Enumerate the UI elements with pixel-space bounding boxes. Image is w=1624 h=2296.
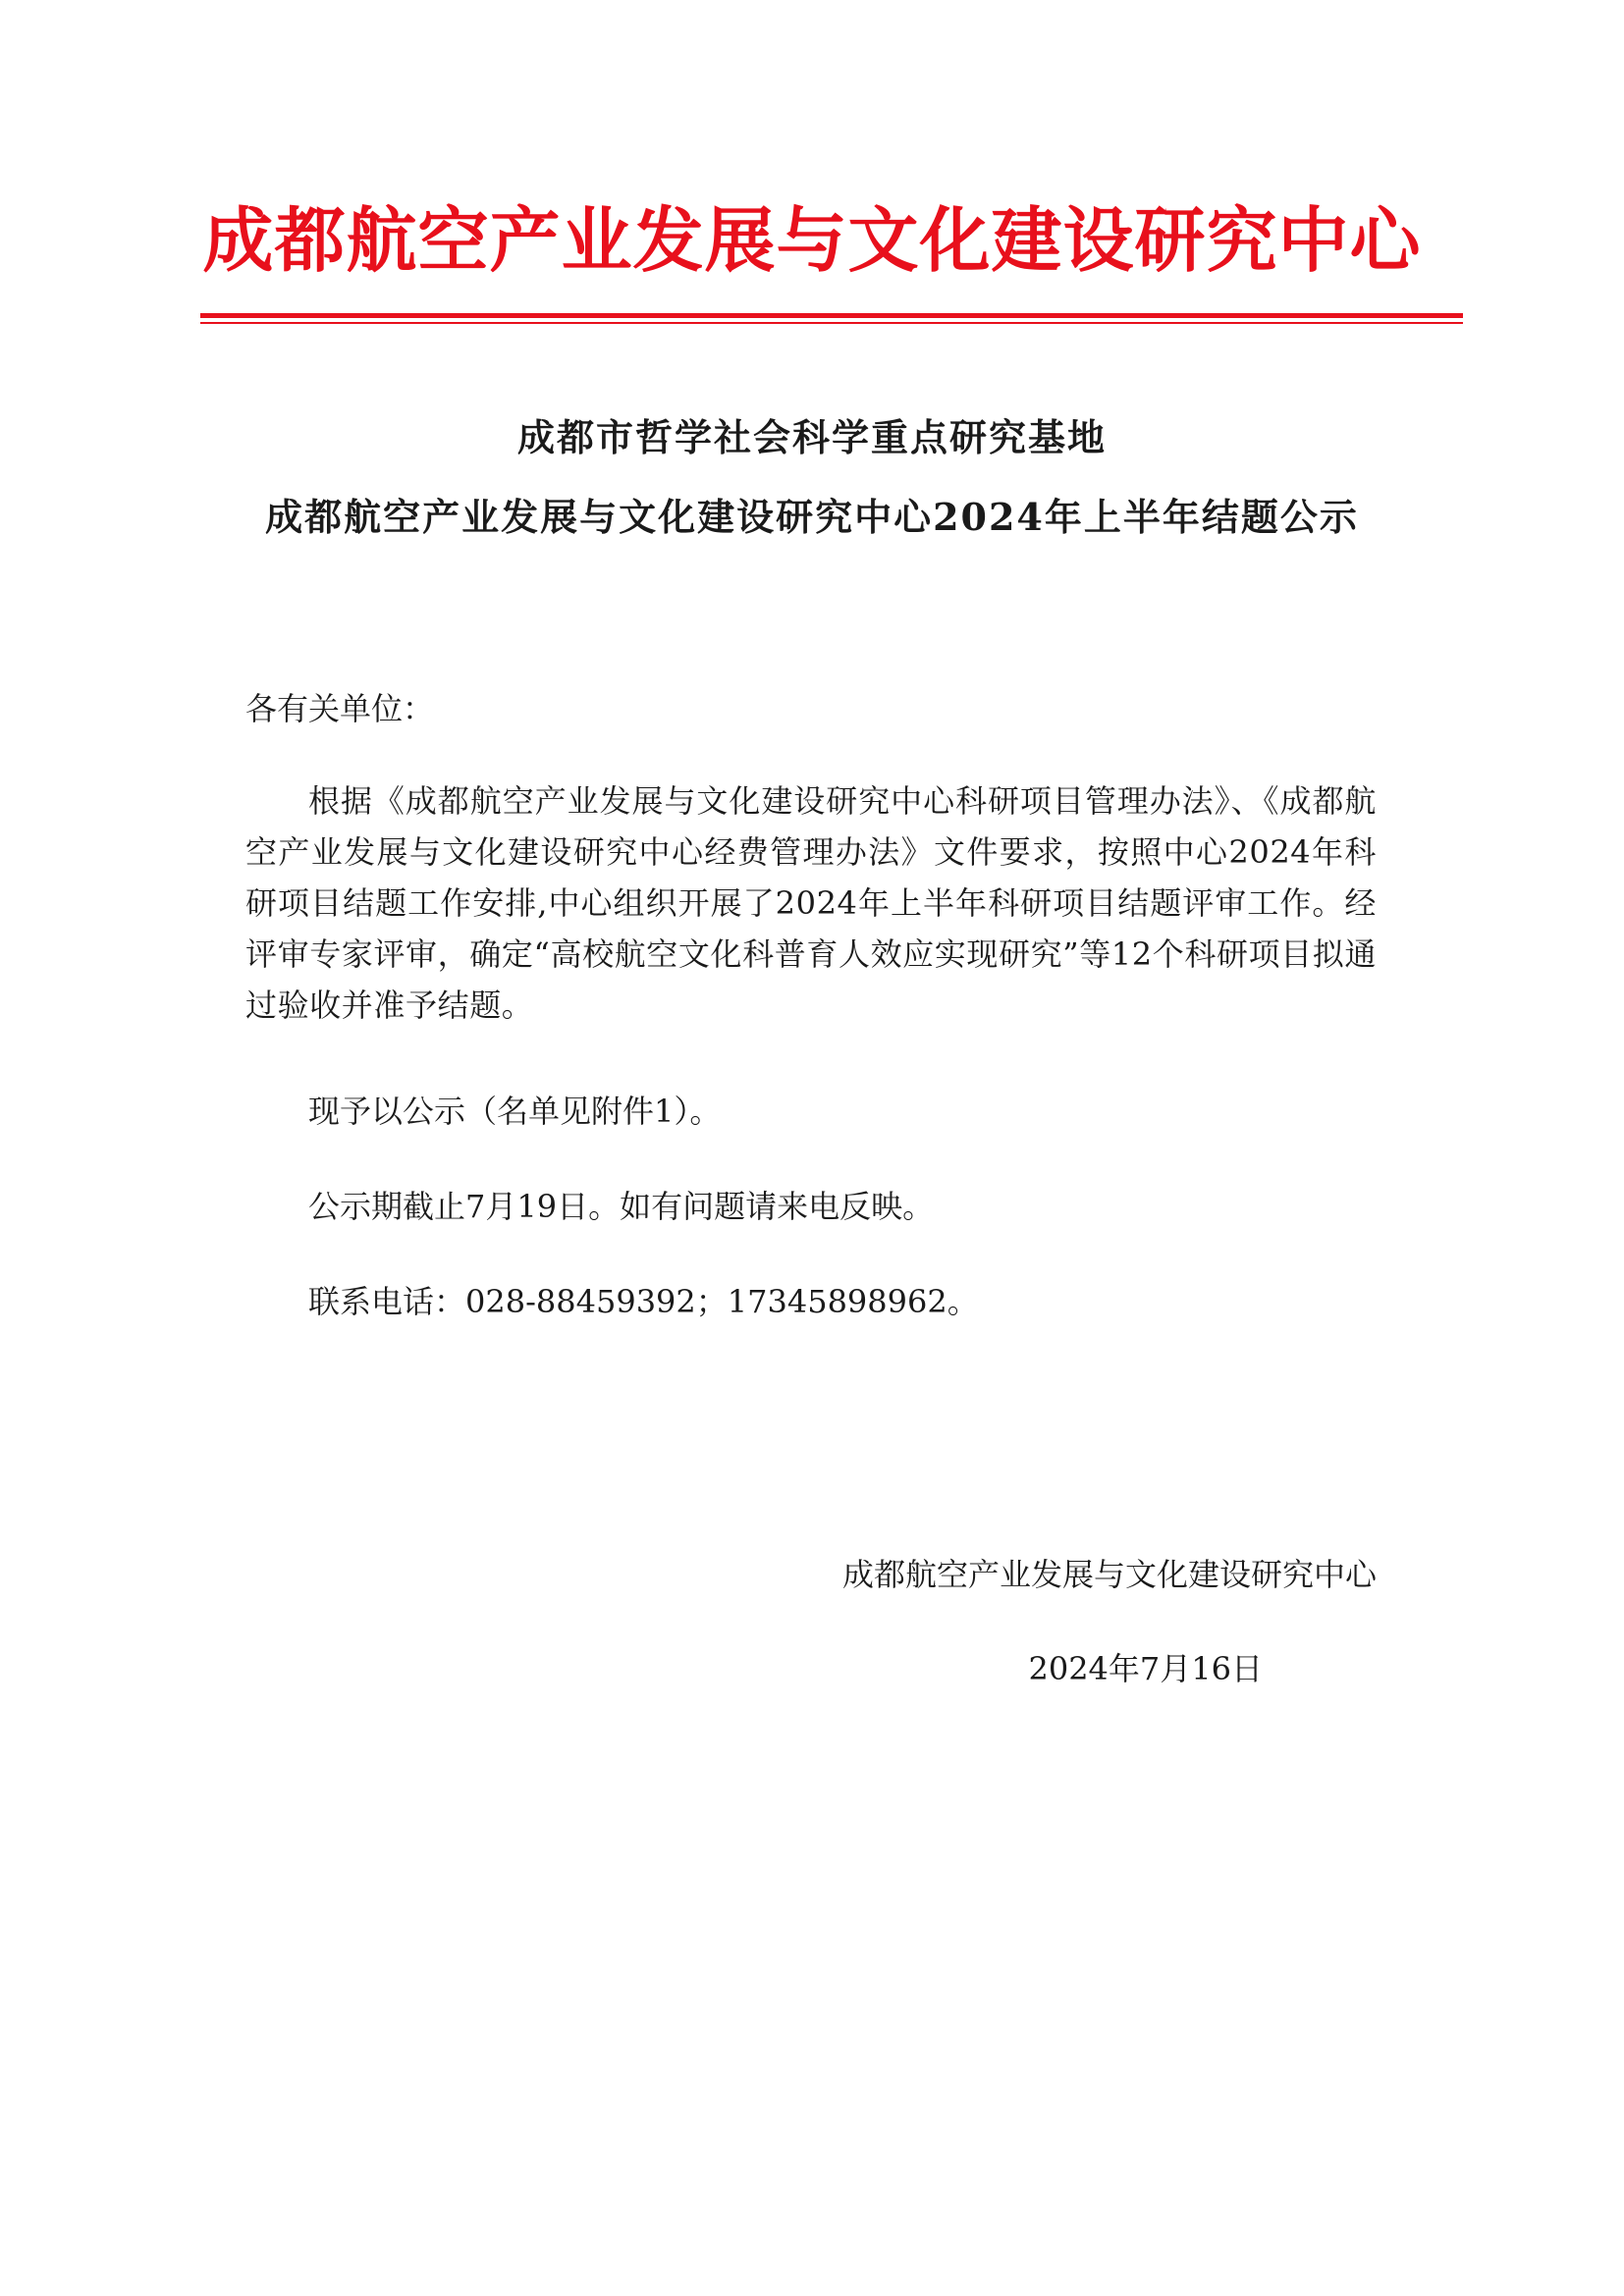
paragraph-announcement: 现予以公示（名单见附件1）。 [308, 1093, 722, 1130]
salutation: 各有关单位： [245, 690, 435, 727]
letterhead-title: 成都航空产业发展与文化建设研究中心 [202, 199, 1422, 282]
letterhead-rule-thin [200, 322, 1463, 324]
paragraph-main: 根据《成都航空产业发展与文化建设研究中心科研项目管理办法》、《成都航空产业发展与文化建设研究中心经费管理办法》文件要求，按照中心2024年科研项目结题工作安排,中心组织开展了2024年上半年科研项目结题评审工作。经评审专家评审，确定“高校航空文化科普育人效应实现研究”等12个科研项目拟通过验收并准予结题。 [245, 782, 1377, 1024]
paragraph-contact: 联系电话：028-88459392；17345898962。 [308, 1283, 979, 1320]
signature-organization: 成都航空产业发展与文化建设研究中心 [841, 1556, 1377, 1593]
signature-date: 2024年7月16日 [1028, 1650, 1263, 1687]
paragraph-deadline: 公示期截止7月19日。如有问题请来电反映。 [308, 1188, 935, 1225]
document-title-line1: 成都市哲学社会科学重点研究基地 [516, 415, 1107, 459]
document-title-line2: 成都航空产业发展与文化建设研究中心2024年上半年结题公示 [265, 495, 1359, 539]
letterhead-rule-thick [200, 313, 1463, 318]
